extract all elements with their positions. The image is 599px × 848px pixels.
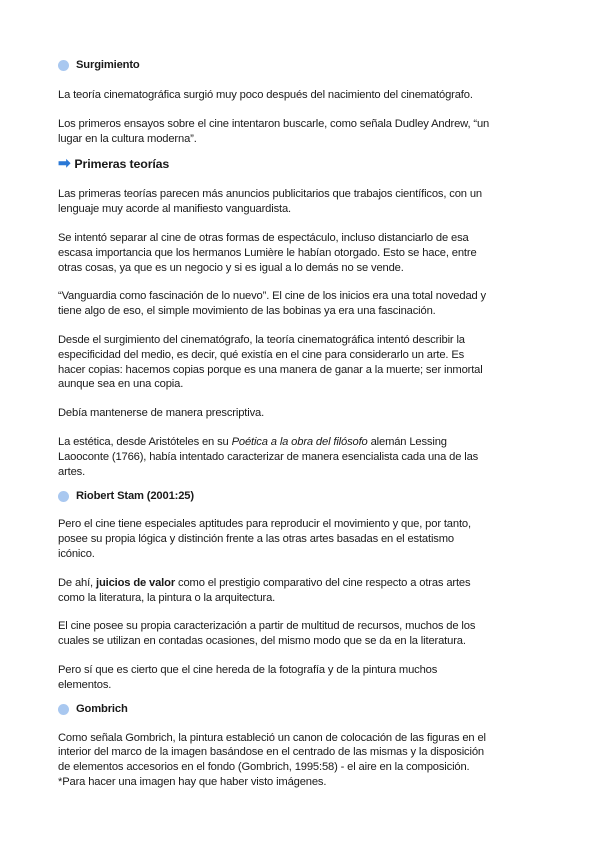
line: *Para hacer una imagen hay que haber visto imágenes. — [58, 775, 327, 788]
line: interior del marco de la imagen basándose en el centrado de las mismas y la disposición — [58, 746, 484, 759]
heading-text: Surgimiento — [76, 58, 140, 71]
line: Debía mantenerse de manera prescriptiva. — [58, 407, 265, 420]
bullet-dot-icon — [58, 491, 69, 502]
line: Pero sí que es cierto que el cine hereda de la fotografía y de la pintura muchos — [58, 663, 438, 676]
line: escasa importancia que los hermanos Lumière le habían otorgado. Esto se hace, entre — [58, 246, 477, 259]
bullet-dot-icon — [58, 704, 69, 715]
line: icónico. — [58, 547, 95, 560]
line: lugar en la cultura moderna”. — [58, 132, 197, 145]
paragraph — [58, 406, 541, 421]
line: cuales se utilizan en contadas ocasiones, del mismo modo que se da en la literatura. — [58, 635, 466, 648]
line: Se intentó separar al cine de otras formas de espectáculo, incluso distanciarlo de esa — [58, 231, 469, 244]
text-run: como el prestigio comparativo del cine respecto a otras artes — [175, 576, 471, 589]
paragraph — [58, 187, 541, 217]
bullet-dot-icon — [58, 60, 69, 71]
line: hacer copias: hacemos copias porque es una manera de ganar a la muerte; ser inmortal — [58, 363, 483, 376]
paragraph — [58, 517, 541, 561]
line: Los primeros ensayos sobre el cine intentaron buscarle, como señala Dudley Andrew, “un — [58, 117, 490, 130]
paragraph — [58, 289, 541, 319]
heading-text: Riobert Stam (2001:25) — [76, 489, 194, 502]
line: “Vanguardia como fascinación de lo nuevo”. El cine de los inicios era una total novedad y — [58, 290, 486, 303]
paragraph — [58, 117, 541, 147]
line: como la literatura, la pintura o la arquitectura. — [58, 591, 276, 604]
line: lenguaje muy acorde al manifiesto vanguardista. — [58, 203, 292, 216]
line: La teoría cinematográfica surgió muy poco después del nacimiento del cinematógrafo. — [58, 89, 473, 101]
paragraph — [58, 619, 541, 649]
paragraph — [58, 663, 541, 693]
line: aunque sea en una copia. — [58, 378, 184, 391]
heading-text: Primeras teorías — [74, 156, 170, 171]
line: tiene algo de eso, el simple movimiento de las bobinas ya era una fascinación. — [58, 305, 436, 318]
paragraph — [58, 231, 541, 275]
line: Pero el cine tiene especiales aptitudes para reproducir el movimiento y que, por tanto, — [58, 518, 471, 531]
paragraph — [58, 333, 541, 392]
right-arrow-icon: ➡ — [58, 155, 71, 173]
bold-phrase: juicios de valor — [95, 576, 176, 589]
text-run: La estética, desde Aristóteles en su — [58, 435, 232, 448]
section-heading-surgimiento — [58, 57, 541, 73]
paragraph — [58, 435, 541, 479]
line: Laooconte (1766), había intentado caracterizar de manera esencialista cada una de las — [58, 450, 479, 463]
line: Desde el surgimiento del cinematógrafo, la teoría cinematográfica intentó describir la — [58, 333, 465, 346]
line: El cine posee su propia caracterización a partir de multitud de recursos, muchos de los — [58, 620, 476, 633]
text-run: De ahí, — [58, 576, 96, 589]
line: especificidad del medio, es decir, qué existía en el cine para considerarlo un arte. Es — [58, 348, 465, 361]
paragraph — [58, 731, 541, 790]
heading-text: Gombrich — [76, 703, 128, 716]
line: de elementos accesorios en el fondo (Gombrich, 1995:58) - el aire en la composición. — [58, 761, 470, 774]
line: otras cosas, ya que es un negocio y si es igual a lo demás no se vende. — [58, 261, 404, 274]
text-run: alemán Lessing — [367, 435, 447, 448]
italic-title: Poética a la obra del filósofo — [231, 435, 368, 448]
section-heading-primeras-teorias — [58, 155, 541, 173]
line: posee su propia lógica y distinción frente a las otras artes basadas en el estatismo — [58, 533, 454, 546]
paragraph — [58, 88, 541, 103]
section-heading-stam — [58, 488, 541, 504]
line: Como señala Gombrich, la pintura estableció un canon de colocación de las figuras en el — [58, 731, 486, 744]
line: artes. — [58, 465, 86, 478]
paragraph — [58, 576, 541, 606]
line: elementos. — [58, 678, 112, 691]
section-heading-gombrich — [58, 702, 541, 718]
line: Las primeras teorías parecen más anuncios publicitarios que trabajos científicos, con un — [58, 188, 482, 201]
